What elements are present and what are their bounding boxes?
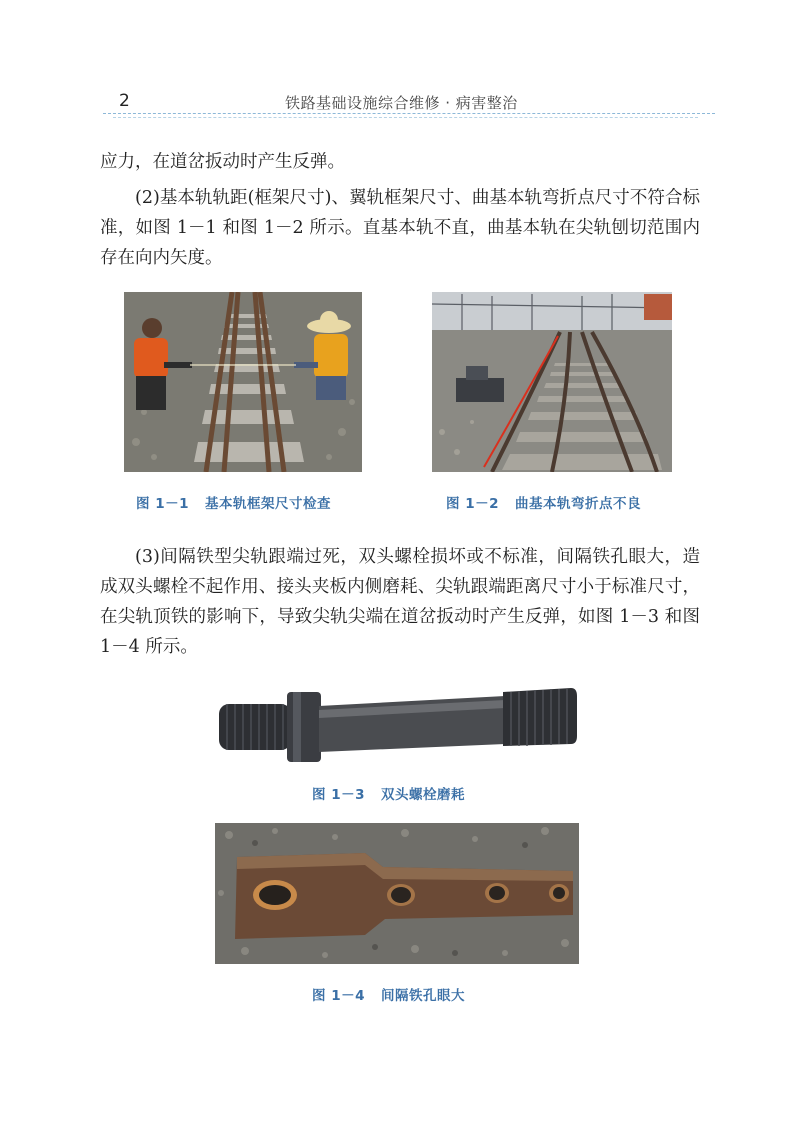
paragraph-2: (2)基本轨轨距(框架尺寸)、翼轨框架尺寸、曲基本轨弯折点尺寸不符合标准，如图 1－1 和图 1－2 所示。直基本轨不直，曲基本轨在尖轨刨切范围内存在向内矢度。 [100,188,700,268]
figure-1-4-title: 间隔铁孔眼大 [381,988,465,1004]
figure-1-1-caption [136,492,331,512]
figure-1-1-number: 图 1－1 [136,496,189,512]
figure-1-3-photo [215,686,579,764]
figure-1-1-title: 基本轨框架尺寸检查 [205,496,331,512]
figure-1-4-number: 图 1－4 [312,988,365,1004]
paragraph-1: 应力，在道岔扳动时产生反弹。 [100,152,345,172]
figure-1-3-number: 图 1－3 [312,787,365,803]
figure-1-2-title: 曲基本轨弯折点不良 [515,496,641,512]
figure-1-2-caption [446,492,641,512]
paragraph-3: (3)间隔铁型尖轨跟端过死，双头螺栓损坏或不标准，间隔铁孔眼大，造成双头螺栓不起作用、接头夹板内侧磨耗、尖轨跟端距离尺寸小于标准尺寸，在尖轨顶铁的影响下，导致尖轨尖端在道岔扳动时产生反弹，如图 1－3 和图 1－4 所示。 [100,547,700,657]
figure-1-3-caption [312,783,465,803]
running-title: 铁路基础设施综合维修 · 病害整治 [285,94,518,112]
page-number: 2 [119,91,130,111]
figure-1-2-number: 图 1－2 [446,496,499,512]
running-header [103,88,715,120]
figure-1-2-photo [432,292,672,472]
header-rule-inner [113,117,698,118]
figure-1-3-title: 双头螺栓磨耗 [381,787,465,803]
figure-1-4-photo [215,823,579,964]
header-rule [103,113,715,114]
figure-1-4-caption [312,984,465,1004]
figure-1-1-photo [124,292,362,472]
